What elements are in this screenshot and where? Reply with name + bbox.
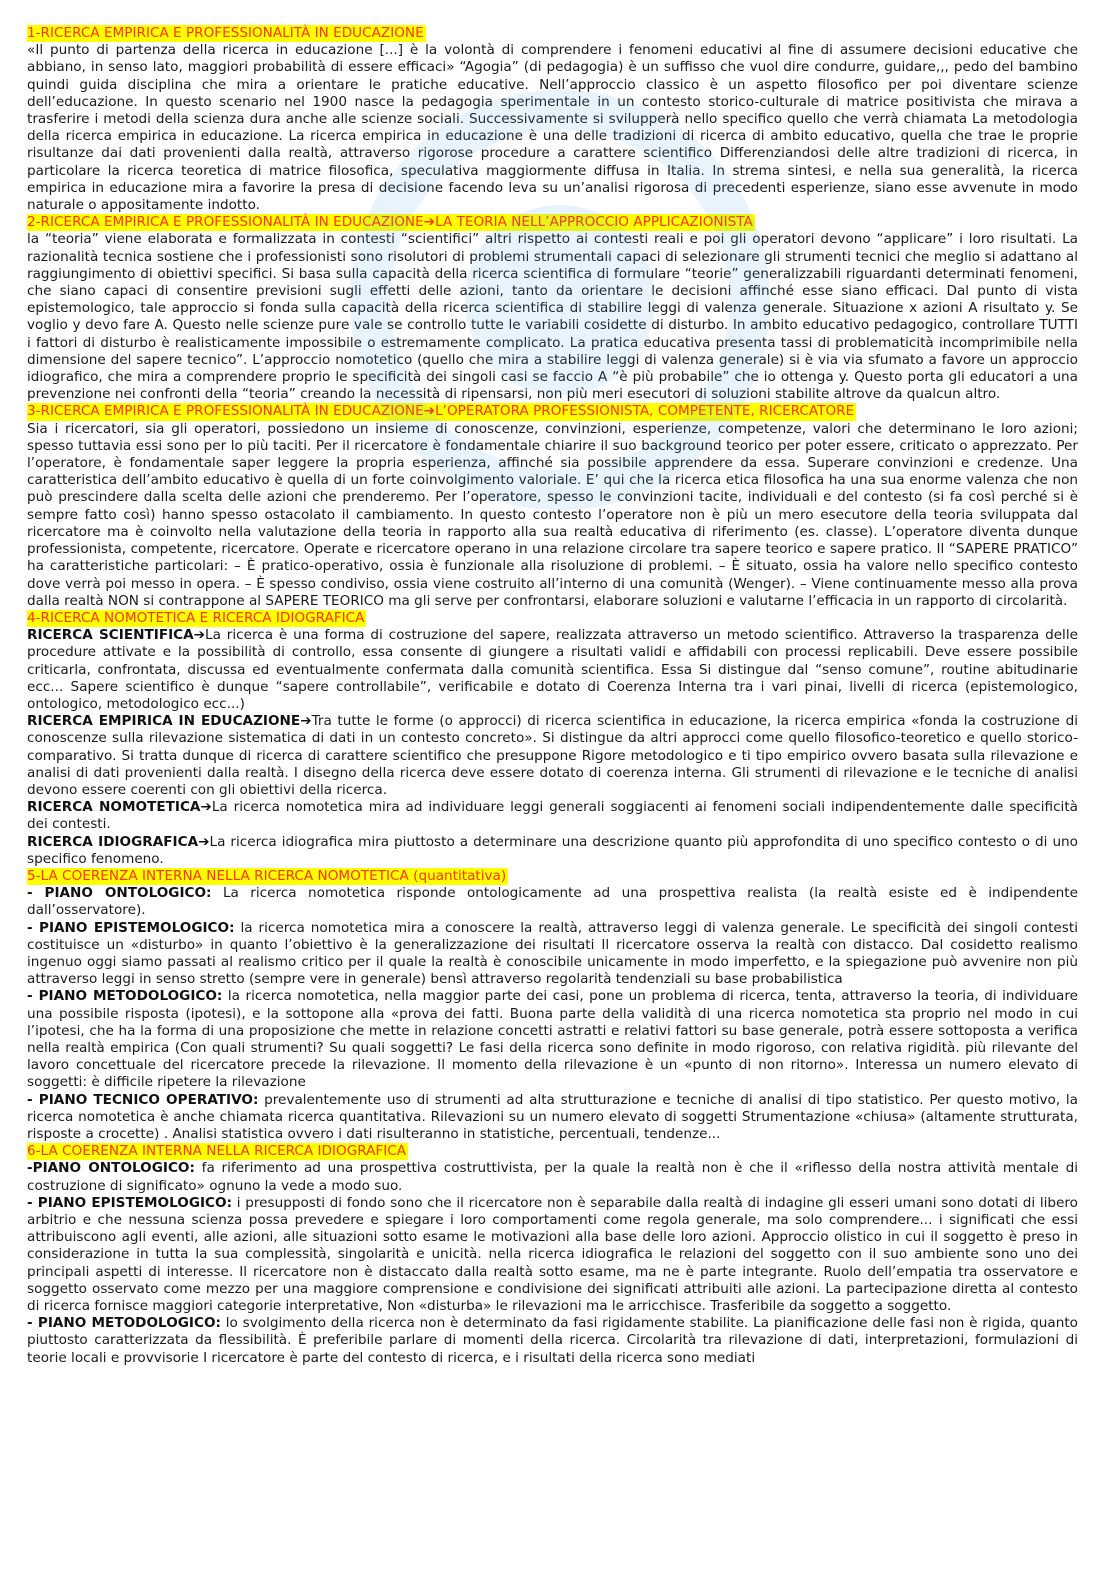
paragraph: [27, 885, 1078, 919]
paragraph: [27, 42, 1078, 214]
section-heading: 3-RICERCA EMPIRICA E PROFESSIONALITÀ IN EDUCAZIONE➔L’OPERATORA PROFESSIONISTA, COMPETENTE, RICERCATORE: [27, 403, 855, 420]
paragraph: [27, 421, 1078, 610]
section: [27, 610, 1078, 868]
section-heading-row: [27, 214, 1078, 231]
paragraph-text: La ricerca è una forma di costruzione del sapere, realizzata attraverso un metodo scientifico. Attraverso la trasparenza delle procedure attivate e la possibilità di controllo, essa consente di giungere a risultati validi e affidabili con processi replicabili. Deve essere possibile criticarla, confrontata, discussa ed eventualmente confermata dalla comunità scientifica. Essa Si distingue dal “senso comune”, routine abitudinarie ecc... Sapere scientifico è dunque “sapere controllabile”, verificabile e dotato di Coerenza Interna tra i vari pinai, livelli di ricerca (epistemologico, ontologico, metodologico ecc...): [27, 627, 1078, 712]
paragraph-text: i presupposti di fondo sono che il ricercatore non è separabile dalla realtà di indagine gli esseri umani sono dotati di libero arbitrio e che nessuna scienza possa prevedere e spiegare i loro comportamenti come regola generale, ma solo comprendere... i significati che essi attribuiscono agli eventi, alle azioni, alle situazioni sotto esame le motivazioni alla base delle loro azioni. Approccio olistico in cui il soggetto è preso in considerazione in tutta la sua complessità, singolarità e unicità. nella ricerca idiografica le relazioni del soggetto con il suo ambiente sono uno dei principali aspetti di interesse. Il ricercatore non è distaccato dalla realtà sotto esame, ma ne è parte integrante. Ruolo dell’empatia tra osservatore e soggetto osservato come mezzo per una maggiore comprensione e condivisione dei significati attribuiti alle azioni. La partecipazione diretta al contesto di ricerca fornisce maggiori categorie interpretative, Non «disturba» le rilevazioni ma le arricchisce. Trasferibile da soggetto a soggetto.: [27, 1194, 1078, 1315]
paragraph-label: RICERCA SCIENTIFICA➔: [27, 627, 206, 644]
paragraph: [27, 1092, 1078, 1144]
paragraph: [27, 713, 1078, 799]
paragraph-label: - PIANO METODOLOGICO:: [27, 1315, 221, 1332]
paragraph-text: Tra tutte le forme (o approcci) di ricerca scientifica in educazione, la ricerca empirica «fonda la costruzione di conoscenze sulla rilevazione sistematica di dati in un contesto concreto». Si distingue da altri approcci come quello filosofico-teoretico e quello storico-comparativo. Si tratta dunque di ricerca di carattere scientifico che presuppone Rigore metodologico e ti tipo empirico ovvero basata sulla rilevazione e analisi di dati provenienti dalla realtà. I disegno della ricerca deve essere dotato di coerenza interna. Gli strumenti di rilevazione e le tecniche di analisi devono essere coerenti con gli obiettivi della ricerca.: [27, 713, 1078, 798]
section: [27, 1143, 1078, 1367]
paragraph-text: Sia i ricercatori, sia gli operatori, possiedono un insieme di conoscenze, convinzioni, esperienze, competenze, valori che determinano le loro azioni; spesso tuttavia essi sono per lo più taciti. Per il ricercatore è fondamentale chiarire il suo background teorico per poter essere, criticato o apprezzato. Per l’operatore, è fondamentale saper leggere la propria esperienza, affinché sia possibile apprendere da essa. Superare convinzioni e credenze. Una caratteristica dell’ambito educativo è quella di un forte coinvolgimento valoriale. E’ qui che la ricerca etica filosofica ha una sua enorme valenza che non può prescindere dalla scelta delle azioni che prenderemo. Per l’operatore, spesso le convinzioni tacite, individuali e del contesto (si fa così perché si è sempre fatto così) hanno spesso ostacolato il cambiamento. In questo contesto l’operatore non è più un mero esecutore della teoria sviluppata dal ricercatore ma è coinvolto nella valutazione della teoria in rapporto alla sua realtà educativa di riferimento (es. classe). L’operatore diventa dunque professionista, competente, ricercatore. Operate e ricercatore operano in una relazione circolare tra sapere teorico e sapere pratico. Il “SAPERE PRATICO” ha caratteristiche particolari: – È pratico-operativo, ossia è funzionale alla risoluzione di problemi. – È situato, ossia ha valore nello specifico contesto dove verrà poi messo in opera. – È spesso condiviso, ossia viene costruito all’interno di una comunità (Wenger). – Viene continuamente messo alla prova dalla realtà NON si contrappone al SAPERE TEORICO ma gli serve per confrontarsi, elaborare soluzioni e valutarne l’efficacia in un rapporto di circolarità.: [27, 420, 1078, 609]
section-heading: 5-LA COERENZA INTERNA NELLA RICERCA NOMOTETICA (quantitativa): [27, 867, 507, 884]
paragraph: [27, 627, 1078, 713]
paragraph-text: la “teoria” viene elaborata e formalizzata in contesti “scientifici” altri rispetto ai contesti reali e poi gli operatori devono “applicare” i loro risultati. La razionalità tecnica sostiene che i professionisti sono risolutori di problemi strumentali capaci di selezionare gli strumenti tecnici che meglio si adattano al raggiungimento di obiettivi specifici. Si basa sulla capacità della ricerca scientifica di formulare “teorie” generalizzabili riguardanti determinati fenomeni, che siano capaci di consentire previsioni sugli effetti delle azioni, tanto da orientare le decisioni affinché esse siano efficaci. Dal punto di vista epistemologico, tale approccio si fonda sulla capacità della ricerca scientifica di stabilire leggi di valenza generale. Situazione x azioni A risultato y. Se voglio y devo fare A. Questo nelle scienze pure vale se controllo tutte le variabili cosidette di disturbo. In ambito educativo pedagogico, controllare TUTTI i fattori di disturbo è realisticamente impossibile o estremamente complicato. La pratica educativa presenta tassi di problematicità incomprimibile nella dimensione del sapere tecnico”. L’approccio nomotetico (quello che mira a stabilire leggi di valenza generale) si è via via sfumato a favore un approccio idiografico, che mira a comprendere proprio le specificità dei singoli casi se faccio A “è più probabile” che io ottenga y. Questo porta gli educatori a una prevenzione nei confronti della “teoria” creando la necessità di ripensarsi, non più meri esecutori di soluzioni stabilite altrove da qualcun altro.: [27, 231, 1078, 403]
paragraph: [27, 1160, 1078, 1194]
section: [27, 25, 1078, 214]
paragraph-label: RICERCA EMPIRICA IN EDUCAZIONE➔: [27, 713, 312, 730]
section: [27, 214, 1078, 403]
document-body: [27, 25, 1078, 1367]
paragraph-label: RICERCA IDIOGRAFICA➔: [27, 833, 210, 850]
paragraph-label: - PIANO METODOLOGICO:: [27, 988, 223, 1005]
section-heading-row: [27, 1143, 1078, 1160]
paragraph-text: La ricerca nomotetica risponde ontologicamente ad una prospettiva realista (la realtà esiste ed è indipendente dall’osservatore).: [27, 885, 1078, 919]
paragraph-text: la ricerca nomotetica, nella maggior parte dei casi, pone un problema di ricerca, tenta, attraverso la teoria, di individuare una possibile risposta (ipotesi), e la sottopone alla «prova dei fatti. Buona parte della validità di una ricerca nomotetica sta proprio nel modo in cui l’ipotesi, che ha la forma di una proposizione che mette in relazione concetti astratti e relativi fattori su base generale, potrà essere sottoposta a verifica nella realtà empirica (Con quali strumenti? Su quali soggetti? Le fasi della ricerca sono definite in modo rigoroso, con relativa rigidità. più rilevante del lavoro concettuale del ricercatore precede la rilevazione. Il momento della rilevazione è un «punto di non ritorno». Interessa un numero elevato di soggetti: è difficile ripetere la rilevazione: [27, 988, 1079, 1091]
paragraph-label: - PIANO EPISTEMOLOGICO:: [27, 919, 235, 936]
paragraph: [27, 799, 1078, 833]
section: [27, 403, 1078, 609]
section-heading-row: [27, 868, 1078, 885]
section: [27, 868, 1078, 1143]
paragraph: [27, 1315, 1078, 1367]
paragraph-text: «Il punto di partenza della ricerca in educazione [...] è la volontà di comprendere i fenomeni educativi al fine di assumere decisioni educative che abbiano, in senso lato, maggiori probabilità di essere efficaci» “Agogia” (di pedagogia) è un suffisso che vuol dire condurre, guidare,,, pedo del bambino quindi guida disciplina che mira a orientare le pratiche educative. Nell’approccio classico è un aspetto filosofico per poi diventare scienze dell’educazione. In questo scenario nel 1900 nasce la pedagogia sperimentale in un contesto storico-culturale di matrice positivista che mirava a trasferire i metodi della scienza dura anche alle scienze sociali. Successivamente si svilupperà nello specifico quello che verrà chiamata La metodologia della ricerca empirica in educazione. La ricerca empirica in educazione è una delle tradizioni di ricerca di ambito educativo, quella che trae le proprie risultanze dai dati provenienti dalla realtà, attraverso rigorose procedure a carattere scientifico Differenziandosi delle altre tradizioni di ricerca, in particolare la ricerca teoretica di matrice filosofica, speculativa maggiormente diffusa in Italia. In strema sintesi, e nella sua generalità, la ricerca empirica in educazione mira a favorire la presa di decisione facendo leva su un’analisi rigorosa di precedenti esperienze, siano esse avvenute in modo naturale o appositamente indotto.: [27, 42, 1078, 214]
paragraph-label: -PIANO ONTOLOGICO:: [27, 1160, 195, 1177]
paragraph-label: - PIANO TECNICO OPERATIVO:: [27, 1091, 259, 1108]
paragraph-text: la ricerca nomotetica mira a conoscere la realtà, attraverso leggi di valenza generale. Le specificità dei singoli contesti costituisce un «disturbo» in quanto l’obiettivo è la generalizzazione dei risultati Il ricercatore osserva la realtà con distacco. Dal cosidetto realismo ingenuo oggi siamo passati al realismo critico per il quale la realtà è conoscibile unicamente in modo imperfetto, e la spiegazione può avvenire non più attraverso leggi in senso stretto (sempre vere in generale) bensì attraverso regolarità tendenziali su base probabilistica: [27, 919, 1078, 988]
section-heading-row: [27, 610, 1078, 627]
paragraph: [27, 920, 1078, 989]
paragraph-text: La ricerca idiografica mira piuttosto a determinare una descrizione quanto più approfondita di uno specifico contesto o di uno specifico fenomeno.: [27, 833, 1078, 867]
paragraph-text: lo svolgimento della ricerca non è determinato da fasi rigidamente stabilite. La pianificazione delle fasi non è rigida, quanto piuttosto caratterizzata da flessibilità. È preferibile parlare di momenti della ricerca. Circolarità tra rilevazione di dati, interpretazioni, formulazioni di teorie locali e provvisorie I ricercatore è parte del contesto di ricerca, e i risultati della ricerca sono mediati: [27, 1315, 1078, 1366]
paragraph-label: - PIANO EPISTEMOLOGICO:: [27, 1194, 233, 1211]
paragraph-text: La ricerca nomotetica mira ad individuare leggi generali soggiacenti ai fenomeni sociali indipendentemente dalle specificità dei contesti.: [27, 799, 1078, 833]
section-heading-row: [27, 403, 1078, 420]
section-heading: 6-LA COERENZA INTERNA NELLA RICERCA IDIOGRAFICA: [27, 1143, 407, 1160]
paragraph: [27, 988, 1078, 1091]
paragraph: [27, 834, 1078, 868]
paragraph: [27, 1195, 1078, 1315]
section-heading-row: [27, 25, 1078, 42]
paragraph-label: - PIANO ONTOLOGICO:: [27, 885, 212, 902]
paragraph-label: RICERCA NOMOTETICA➔: [27, 799, 212, 816]
paragraph-text: fa riferimento ad una prospettiva costruttivista, per la quale la realtà non è che il «riflesso della nostra attività mentale di costruzione di significato» ognuno la vede a modo suo.: [27, 1160, 1079, 1194]
section-heading: 2-RICERCA EMPIRICA E PROFESSIONALITÀ IN EDUCAZIONE➔LA TEORIA NELL’APPROCCIO APPLICAZIONISTA: [27, 214, 753, 231]
paragraph-text: prevalentemente uso di strumenti ad alta strutturazione e tecniche di analisi di tipo statistico. Per questo motivo, la ricerca nomotetica è anche chiamata ricerca quantitativa. Rilevazioni su un numero elevato di soggetti Strumentazione «chiusa» (altamente strutturata, risposte a crocette) . Analisi statistica ovvero i dati risulteranno in statistiche, percentuali, tendenze...: [27, 1091, 1078, 1142]
section-heading: 1-RICERCA EMPIRICA E PROFESSIONALITÀ IN EDUCAZIONE: [27, 25, 424, 41]
paragraph: [27, 231, 1078, 403]
section-heading: 4-RICERCA NOMOTETICA E RICERCA IDIOGRAFICA: [27, 609, 365, 626]
